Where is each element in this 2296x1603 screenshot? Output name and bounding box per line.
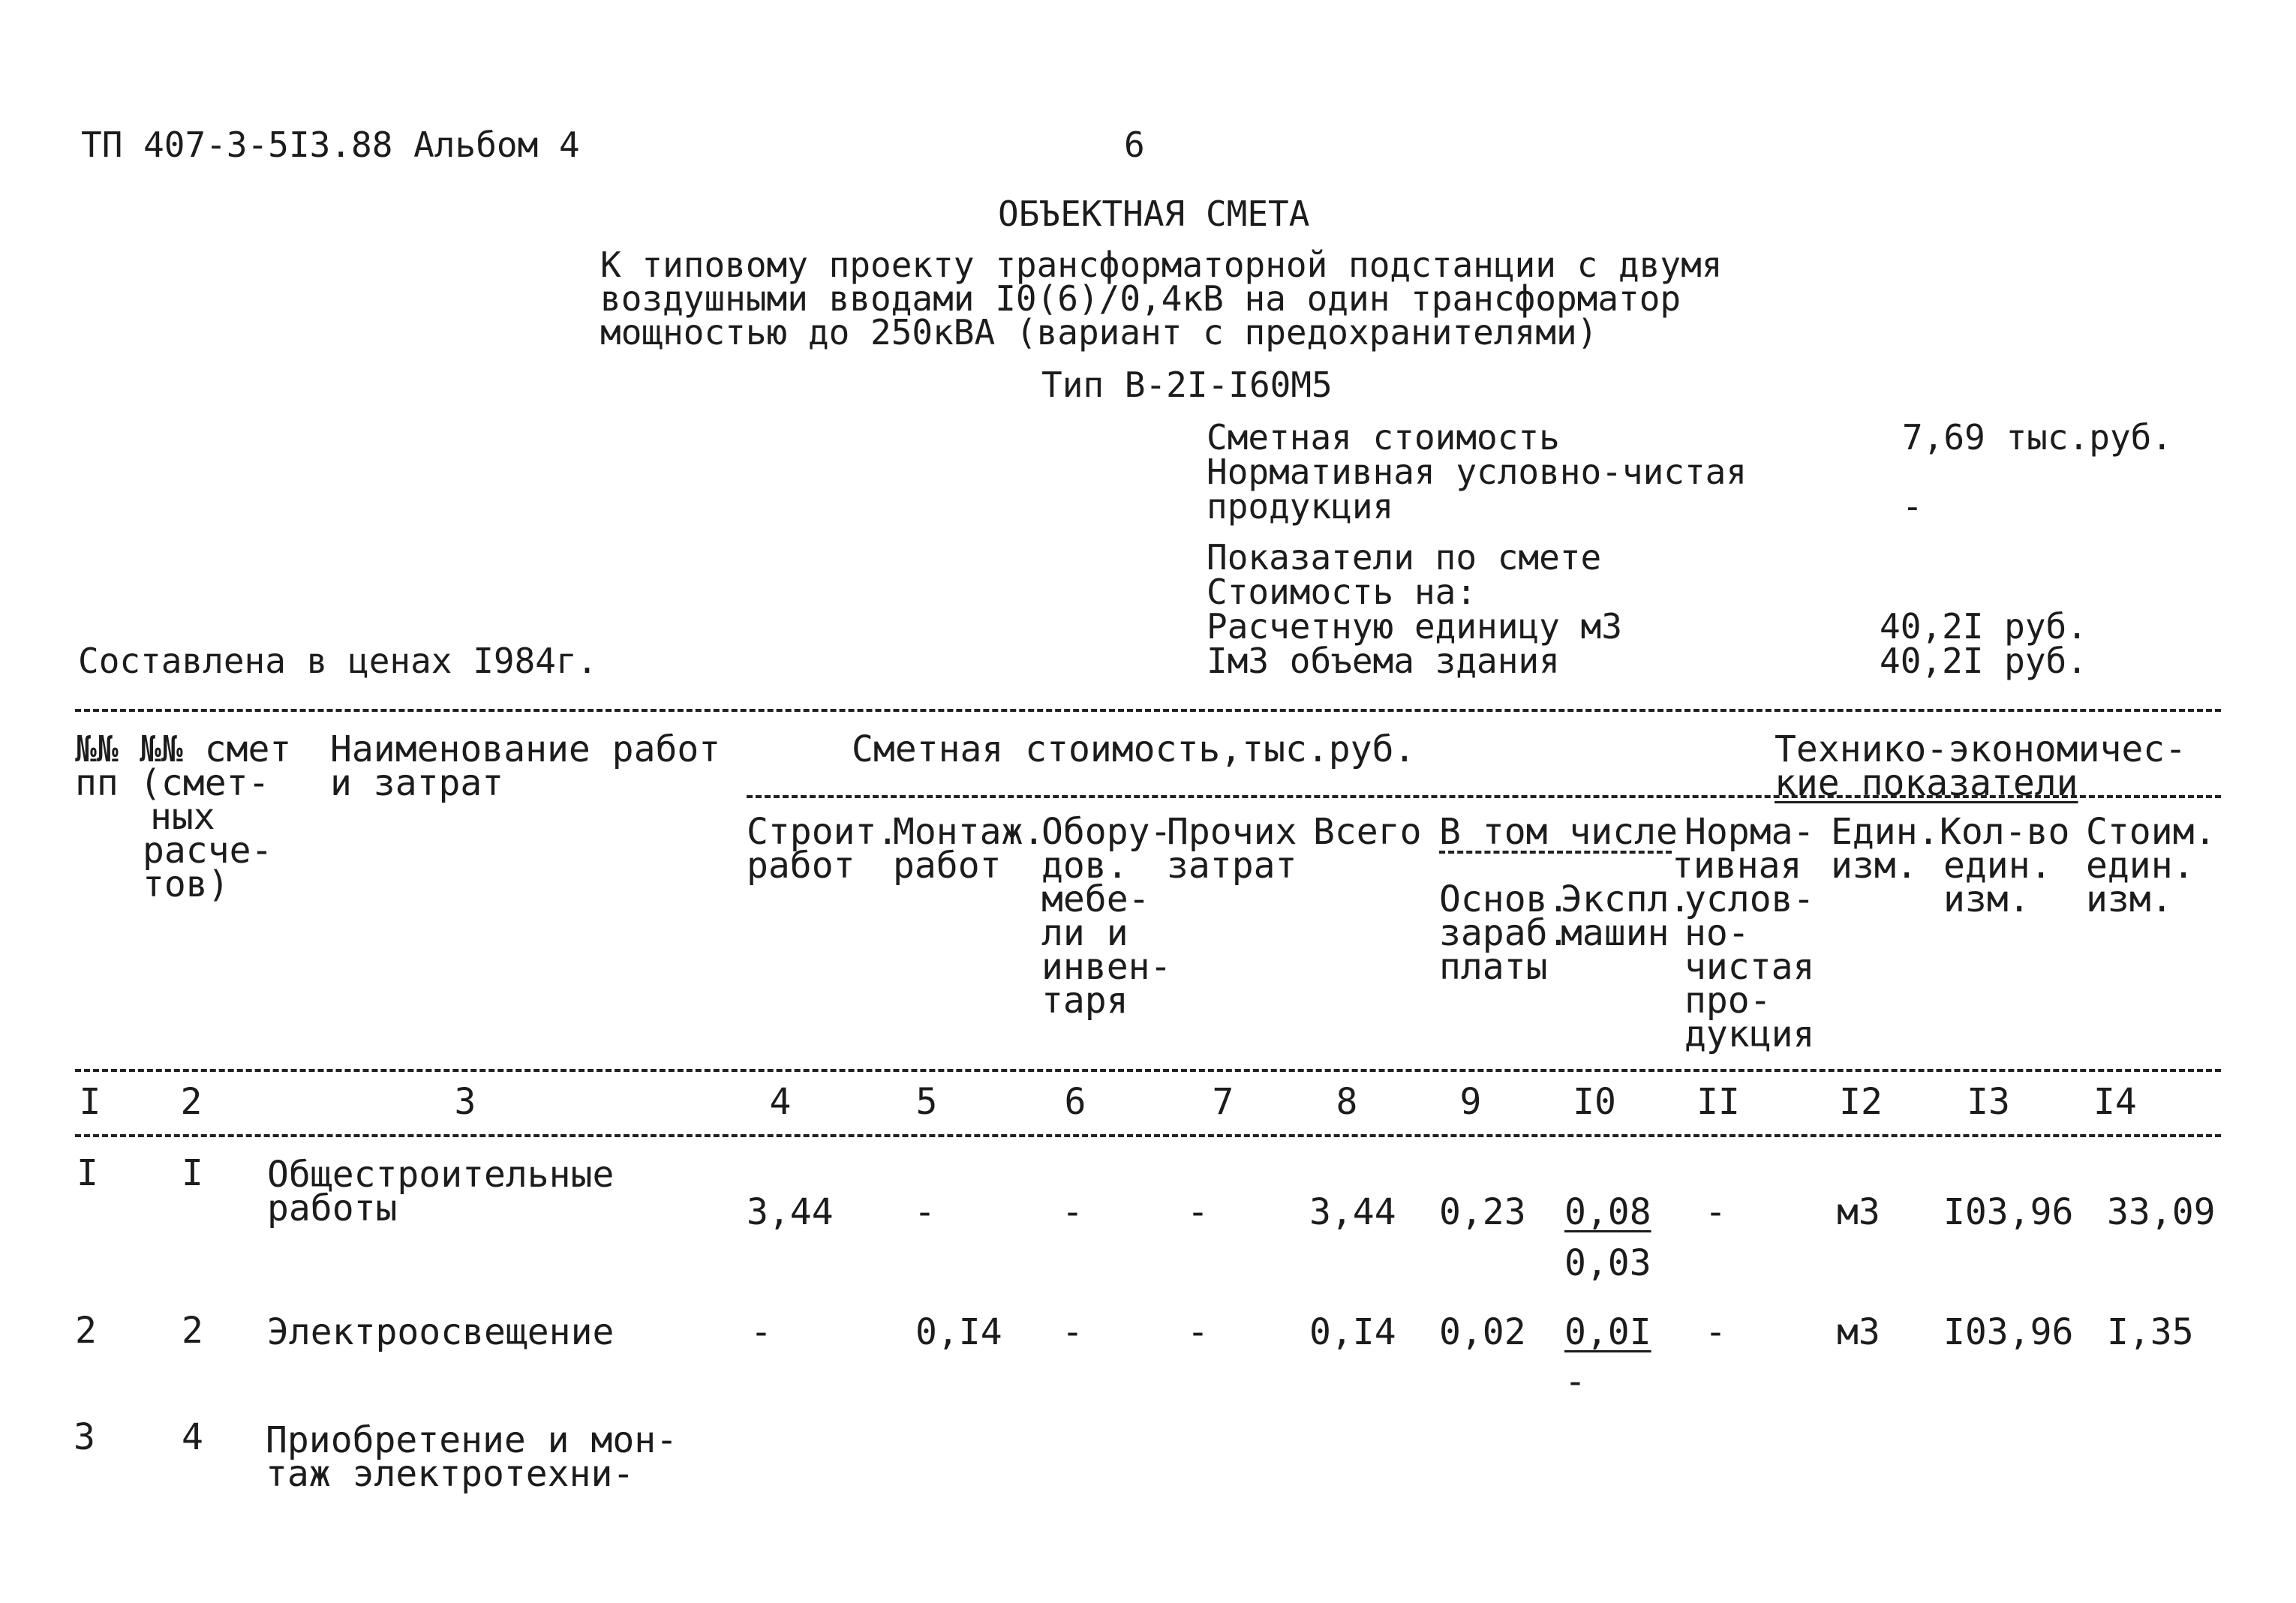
row-name-line-2: работы xyxy=(267,1187,398,1229)
col-installation-header-2: работ xyxy=(893,845,1002,887)
col-estimate-header-3: ных xyxy=(150,796,215,838)
col-num-7: 7 xyxy=(1212,1081,1234,1123)
tech-group-header-2: кие показатели xyxy=(1775,762,2078,804)
row-quantity: I03,96 xyxy=(1943,1191,2074,1233)
col-number-header-2: пп xyxy=(75,762,119,804)
col-num-2: 2 xyxy=(180,1081,203,1123)
col-other-header-1: Прочих xyxy=(1167,811,1297,853)
col-unit-header-2: изм. xyxy=(1831,845,1918,887)
row-estimate-number: 2 xyxy=(182,1310,203,1352)
col-installation-header-1: Монтаж. xyxy=(893,811,1045,853)
row-construction-cost: - xyxy=(750,1311,772,1353)
unit-cost-value: 40,2I руб. xyxy=(1880,606,2087,647)
col-num-1: I xyxy=(79,1081,101,1123)
volume-cost-label: Iм3 объема здания xyxy=(1207,641,1560,681)
row-machines-secondary: - xyxy=(1564,1361,1586,1403)
title-line-3: мощностью до 250кВА (вариант с предохранителями) xyxy=(600,312,1598,353)
including-sub-rule xyxy=(1439,851,1672,854)
col-net-product-header-3: услов- xyxy=(1684,878,1815,920)
row-number: 3 xyxy=(74,1416,95,1458)
row-installation-cost: - xyxy=(914,1191,936,1233)
col-quantity-header-1: Кол-во xyxy=(1940,811,2070,853)
col-equipment-header-1: Обору- xyxy=(1041,811,1172,853)
col-estimate-header-1: №№ смет xyxy=(140,728,292,770)
col-num-14: I4 xyxy=(2093,1081,2137,1123)
indicators-label: Показатели по смете xyxy=(1207,537,1602,578)
row-other-cost: - xyxy=(1187,1191,1209,1233)
col-num-3: 3 xyxy=(454,1081,476,1123)
col-num-11: II xyxy=(1696,1081,1740,1123)
col-equipment-header-3: мебе- xyxy=(1041,878,1150,920)
page-number: 6 xyxy=(1124,125,1145,165)
document-title: ОБЪЕКТНАЯ СМЕТА xyxy=(998,194,1310,234)
row-total: 3,44 xyxy=(1309,1191,1396,1233)
col-unit-cost-header-1: Стоим. xyxy=(2086,811,2216,853)
col-other-header-2: затрат xyxy=(1167,845,1297,887)
col-net-product-header-5: чистая xyxy=(1684,946,1815,988)
row-number: I xyxy=(77,1152,98,1194)
col-name-header-2: и затрат xyxy=(330,762,504,804)
col-num-10: I0 xyxy=(1573,1081,1616,1123)
col-equipment-header-4: ли и xyxy=(1041,912,1128,954)
col-number-header-1: №№ xyxy=(75,728,119,770)
col-net-product-header-4: но- xyxy=(1684,912,1750,954)
table-top-rule xyxy=(75,709,2221,712)
col-total-header: Всего xyxy=(1313,811,1422,853)
document-reference: ТП 407-3-5I3.88 Альбом 4 xyxy=(81,125,580,165)
col-equipment-header-6: таря xyxy=(1041,980,1128,1022)
col-quantity-header-3: изм. xyxy=(1943,878,2030,920)
col-net-product-header-7: дукция xyxy=(1684,1013,1815,1055)
cost-per-label: Стоимость на: xyxy=(1207,572,1477,612)
prices-note: Составлена в ценах I984г. xyxy=(78,641,598,681)
col-equipment-header-2: дов. xyxy=(1041,845,1128,887)
row-name-line-1: Общестроительные xyxy=(267,1154,615,1196)
cost-group-header: Сметная стоимость,тыс.руб. xyxy=(852,728,1416,770)
row-machines: 0,08 xyxy=(1564,1191,1651,1233)
net-product-label-1: Нормативная условно-чистая xyxy=(1207,452,1748,492)
estimated-cost-label: Сметная стоимость xyxy=(1207,417,1560,458)
estimated-cost-value: 7,69 тыс.руб. xyxy=(1902,417,2173,458)
net-product-value: - xyxy=(1902,486,1923,527)
unit-cost-label: Расчетную единицу м3 xyxy=(1207,606,1622,647)
header-bottom-rule xyxy=(75,1069,2221,1072)
col-unit-cost-header-3: изм. xyxy=(2086,878,2173,920)
title-line-2: воздушными вводами I0(6)/0,4кВ на один трансформатор xyxy=(600,278,1681,319)
col-wages-header-1: Основ. xyxy=(1439,878,1570,920)
volume-cost-value: 40,2I руб. xyxy=(1880,641,2087,681)
col-quantity-header-2: един. xyxy=(1943,845,2052,887)
col-estimate-header-5: тов) xyxy=(143,863,230,905)
row-unit-cost: 33,09 xyxy=(2107,1191,2216,1233)
col-unit-header-1: Един. xyxy=(1831,811,1940,853)
col-num-9: 9 xyxy=(1459,1081,1482,1123)
row-wages: 0,02 xyxy=(1439,1311,1526,1353)
row-construction-cost: 3,44 xyxy=(747,1191,834,1233)
col-num-5: 5 xyxy=(915,1081,938,1123)
row-quantity: I03,96 xyxy=(1943,1311,2074,1353)
col-num-13: I3 xyxy=(1967,1081,2010,1123)
row-total: 0,I4 xyxy=(1309,1311,1396,1353)
col-net-product-header-6: про- xyxy=(1684,980,1772,1022)
row-name-line-2: таж электротехни- xyxy=(266,1453,635,1495)
col-num-8: 8 xyxy=(1336,1081,1358,1123)
row-machines-secondary: 0,03 xyxy=(1564,1242,1651,1284)
row-wages: 0,23 xyxy=(1439,1191,1526,1233)
row-net-product: - xyxy=(1705,1191,1727,1233)
row-machines: 0,0I xyxy=(1564,1311,1651,1353)
row-unit: м3 xyxy=(1837,1191,1880,1233)
col-num-6: 6 xyxy=(1064,1081,1086,1123)
col-including-header: В том числе xyxy=(1439,811,1678,853)
col-machines-header-1: Экспл. xyxy=(1561,878,1691,920)
col-estimate-header-4: расче- xyxy=(143,830,273,872)
row-other-cost: - xyxy=(1187,1311,1209,1353)
col-construction-header-1: Строит. xyxy=(747,811,899,853)
row-net-product: - xyxy=(1705,1311,1727,1353)
col-equipment-header-5: инвен- xyxy=(1041,946,1172,988)
numbers-bottom-rule xyxy=(75,1134,2221,1137)
tech-group-header-1: Технико-экономичес- xyxy=(1775,728,2187,770)
row-name-line-1: Электроосвещение xyxy=(267,1311,615,1353)
col-unit-cost-header-2: един. xyxy=(2086,845,2195,887)
title-line-1: К типовому проекту трансформаторной подстанции с двумя xyxy=(600,245,1723,285)
group-sub-rule xyxy=(747,795,2221,798)
col-name-header-1: Наименование работ xyxy=(330,728,721,770)
row-estimate-number: I xyxy=(182,1152,203,1194)
col-wages-header-2: зараб. xyxy=(1439,912,1570,954)
row-installation-cost: 0,I4 xyxy=(915,1311,1002,1353)
col-net-product-header-1: Норма- xyxy=(1684,811,1815,853)
row-equipment-cost: - xyxy=(1062,1191,1083,1233)
col-wages-header-3: платы xyxy=(1439,946,1548,988)
row-number: 2 xyxy=(75,1310,97,1352)
net-product-label-2: продукция xyxy=(1207,486,1394,527)
row-unit: м3 xyxy=(1837,1311,1880,1353)
col-construction-header-2: работ xyxy=(747,845,855,887)
col-num-4: 4 xyxy=(769,1081,792,1123)
col-machines-header-2: машин xyxy=(1561,912,1669,954)
row-name-line-1: Приобретение и мон- xyxy=(266,1419,678,1461)
row-equipment-cost: - xyxy=(1062,1311,1083,1353)
col-num-12: I2 xyxy=(1839,1081,1883,1123)
row-estimate-number: 4 xyxy=(182,1416,203,1458)
col-estimate-header-2: (смет- xyxy=(140,762,270,804)
project-type: Тип В-2I-I60М5 xyxy=(1041,365,1333,405)
col-net-product-header-2: тивная xyxy=(1672,845,1802,887)
row-unit-cost: I,35 xyxy=(2107,1311,2194,1353)
